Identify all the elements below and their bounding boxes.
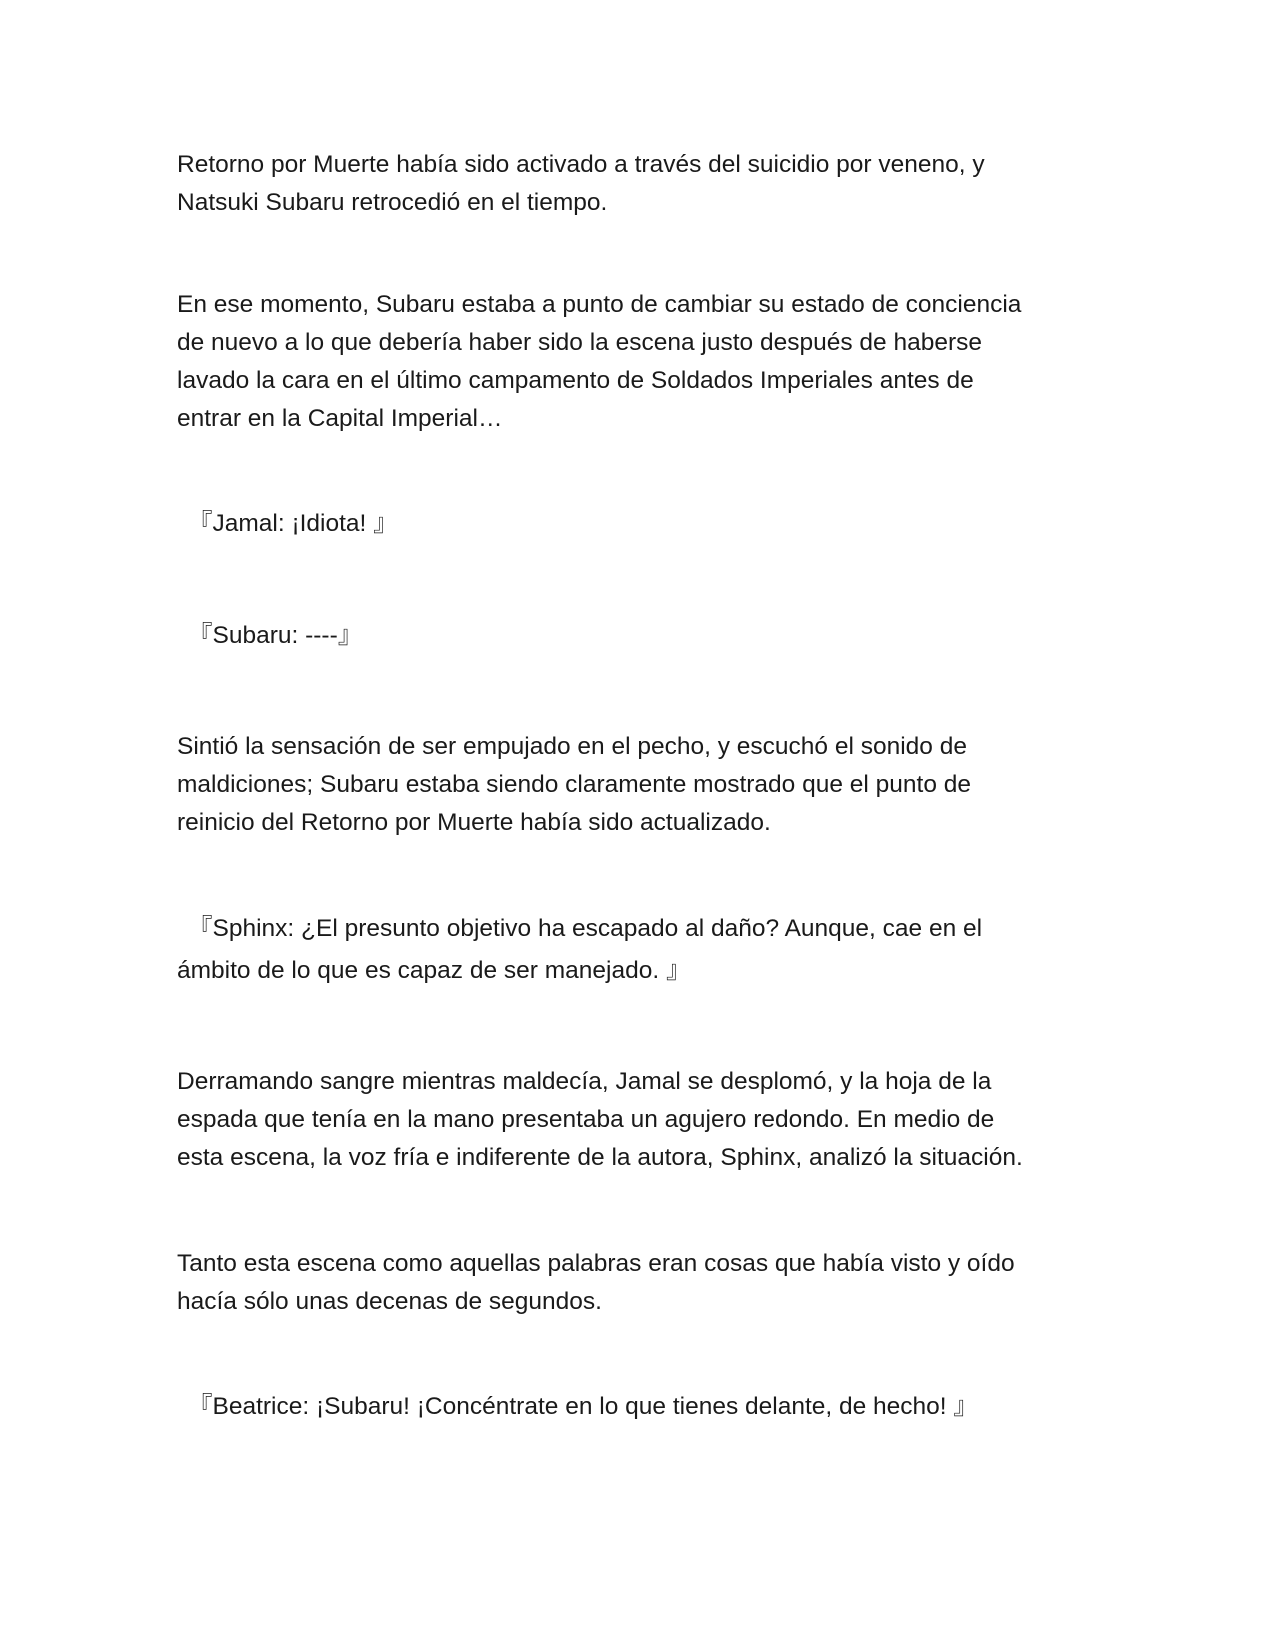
text-line: Retorno por Muerte había sido activado a través del suicidio por veneno, y	[177, 151, 985, 178]
text-line: Sintió la sensación de ser empujado en el pecho, y escuchó el sonido de	[177, 733, 967, 760]
text-line: hacía sólo unas decenas de segundos.	[177, 1288, 602, 1315]
dialogue-beatrice	[177, 1388, 1107, 1426]
text-line: entrar en la Capital Imperial…	[177, 405, 503, 432]
dialogue-subaru	[177, 617, 1107, 655]
text-line: esta escena, la voz fría e indiferente de la autora, Sphinx, analizó la situación.	[177, 1144, 1023, 1171]
text-line: reinicio del Retorno por Muerte había sido actualizado.	[177, 809, 771, 836]
text-line: 『Sphinx: ¿El presunto objetivo ha escapado al daño? Aunque, cae en el	[188, 915, 983, 942]
paragraph-change-of-consciousness	[177, 286, 1107, 438]
text-line: En ese momento, Subaru estaba a punto de cambiar su estado de conciencia	[177, 291, 1022, 318]
paragraph-jamal-collapses	[177, 1063, 1107, 1177]
text-line: Derramando sangre mientras maldecía, Jamal se desplomó, y la hoja de la	[177, 1068, 992, 1095]
dialogue-jamal	[177, 505, 1107, 543]
text-line: maldiciones; Subaru estaba siendo claramente mostrado que el punto de	[177, 771, 972, 798]
dialogue-sphinx	[177, 908, 1107, 992]
text-line: lavado la cara en el último campamento de Soldados Imperiales antes de	[177, 367, 974, 394]
paragraph-return-by-death	[177, 146, 1107, 222]
text-line: Natsuki Subaru retrocedió en el tiempo.	[177, 189, 608, 216]
text-line: 『Beatrice: ¡Subaru! ¡Concéntrate en lo que tienes delante, de hecho! 』	[188, 1393, 978, 1420]
paragraph-pushed-in-chest	[177, 728, 1107, 842]
text-line: 『Subaru: ----』	[188, 622, 363, 649]
text-line: ámbito de lo que es capaz de ser manejado. 』	[177, 957, 691, 984]
text-line: 『Jamal: ¡Idiota! 』	[188, 510, 398, 537]
text-line: de nuevo a lo que debería haber sido la escena justo después de haberse	[177, 329, 983, 356]
text-line: Tanto esta escena como aquellas palabras eran cosas que había visto y oído	[177, 1250, 1015, 1277]
paragraph-seen-before	[177, 1245, 1107, 1321]
text-line: espada que tenía en la mano presentaba un agujero redondo. En medio de	[177, 1106, 995, 1133]
